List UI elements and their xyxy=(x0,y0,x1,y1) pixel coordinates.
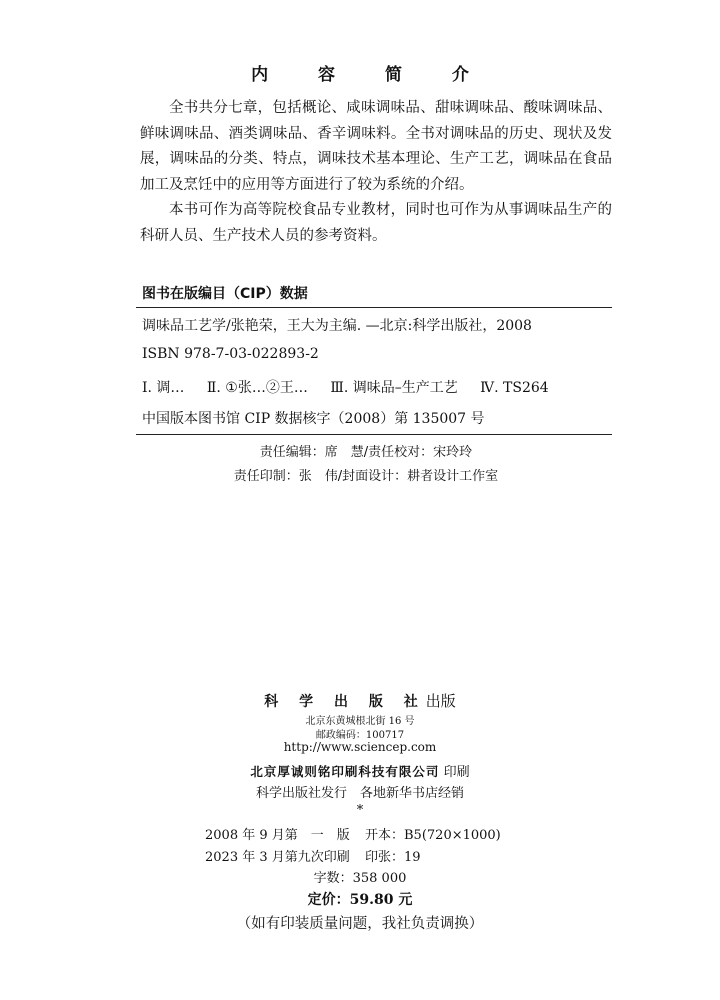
cip-heading: 图书在版编目（CIP）数据 xyxy=(142,286,308,302)
cip-record-line: 中国版本图书馆 CIP 数据核字（2008）第 135007 号 xyxy=(142,411,485,427)
cip-top-rule xyxy=(136,307,612,308)
quality-notice: （如有印装质量问题，我社负责调换） xyxy=(236,916,484,932)
price: 定价：59.80 元 xyxy=(307,892,413,908)
edition-date: 2008 年 9 月第 一 版 xyxy=(205,828,350,843)
print-sheets: 印张：19 xyxy=(365,850,421,865)
cip-class-4: Ⅳ. TS264 xyxy=(480,380,549,396)
printing-date: 2023 年 3 月第九次印刷 xyxy=(205,850,350,865)
separator-mark: * xyxy=(356,803,364,818)
cip-classification-line xyxy=(142,377,549,397)
publisher-address: 北京东黄城根北街 16 号 xyxy=(305,716,415,727)
content-summary xyxy=(140,96,612,249)
printer-line xyxy=(0,761,720,780)
format-size: 开本：B5(720×1000) xyxy=(365,828,501,843)
cip-class-3: Ⅲ. 调味品–生产工艺 xyxy=(330,380,458,396)
publisher-line xyxy=(0,690,720,711)
word-count: 字数：358 000 xyxy=(313,871,407,886)
printing-line xyxy=(0,846,720,865)
cip-class-2: Ⅱ. ①张…②王… xyxy=(206,380,308,396)
printer-suffix: 印刷 xyxy=(443,765,470,780)
staff-production: 责任印制：张 伟/封面设计：耕者设计工作室 xyxy=(233,469,499,484)
summary-paragraph: 本书可作为高等院校食品专业教材，同时也可作为从事调味品生产的科研人员、生产技术人员的参考资料。 xyxy=(140,202,612,244)
publisher-postcode: 邮政编码：100717 xyxy=(315,730,405,741)
page-title: 内 容 简 介 xyxy=(251,65,491,85)
cip-class-1: Ⅰ. 调… xyxy=(142,380,185,396)
distribution-line: 科学出版社发行 各地新华书店经销 xyxy=(255,786,464,801)
cip-isbn-line: ISBN 978-7-03-022893-2 xyxy=(142,346,319,362)
cip-bottom-rule xyxy=(136,434,612,435)
printer-name: 北京厚诚则铭印刷科技有限公司 xyxy=(250,764,440,779)
publisher-url: http://www.sciencep.com xyxy=(283,740,437,754)
publisher-name: 科 学 出 版 社 xyxy=(264,694,426,710)
staff-editors: 责任编辑：席 慧/责任校对：宋玲玲 xyxy=(259,445,473,460)
edition-line xyxy=(0,824,720,843)
cip-title-line: 调味品工艺学/张艳荣，王大为主编. —北京:科学出版社，2008 xyxy=(142,318,532,334)
summary-paragraph: 全书共分七章，包括概论、咸味调味品、甜味调味品、酸味调味品、鲜味调味品、酒类调味品、香辛调味料。全书对调味品的历史、现状及发展，调味品的分类、特点，调味技术基本理论、生产工艺，调味品在食品加工及烹饪中的应用等方面进行了较为系统的介绍。 xyxy=(140,100,612,193)
publisher-suffix: 出版 xyxy=(425,692,456,710)
